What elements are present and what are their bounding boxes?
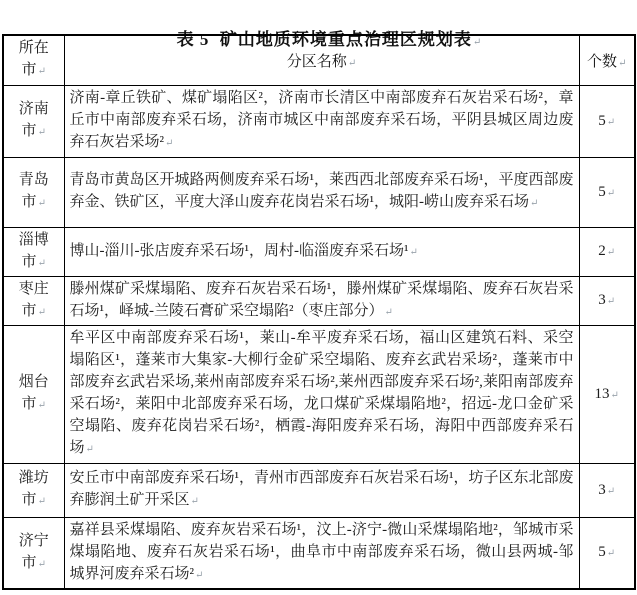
city-label: 潍坊市	[18, 470, 49, 508]
paragraph-mark-icon: ↵	[37, 127, 46, 138]
paragraph-mark-icon: ↵	[606, 187, 616, 199]
paragraph-mark-icon: ↵	[618, 57, 627, 69]
paragraph-mark-icon: ↵	[37, 306, 46, 318]
city-label: 烟台市	[18, 374, 49, 412]
count-value: 2	[598, 243, 606, 259]
paragraph-mark-icon: ↵	[530, 198, 539, 209]
count-value: 3	[598, 292, 606, 308]
zone-cell	[64, 276, 579, 325]
city-cell	[3, 325, 64, 463]
zone-text: 安丘市中南部废弃采石场¹，青州市西部废弃石灰岩采石场¹，坊子区东北部废弃膨润土矿开采区	[69, 470, 574, 508]
count-value: 5	[598, 183, 606, 200]
count-cell	[579, 227, 635, 276]
zone-cell	[64, 227, 579, 276]
city-cell	[3, 517, 64, 589]
zone-text: 青岛市黄岛区开城路两侧废弃采石场¹，莱西西北部废弃采石场¹，平度西部废弃金、铁矿区，平度大泽山废弃花岗岩采石场¹，城阳-崂山废弃采石场	[69, 172, 574, 210]
paragraph-mark-icon: ↵	[37, 66, 46, 78]
zone-text: 滕州煤矿采煤塌陷、废弃石灰岩采石场¹，滕州煤矿采煤塌陷、废弃石灰岩采石场¹，峄城-兰陵石膏矿采空塌陷²（枣庄部分）	[69, 280, 574, 319]
table-row	[3, 85, 635, 157]
city-label: 枣庄市	[18, 280, 49, 319]
city-cell	[3, 276, 64, 325]
header-row	[3, 35, 635, 85]
city-cell	[3, 463, 64, 517]
header-city	[3, 35, 64, 85]
paragraph-mark-icon: ↵	[409, 246, 418, 258]
zone-cell	[64, 517, 579, 589]
table-row	[3, 276, 635, 325]
count-cell	[579, 276, 635, 325]
table-row	[3, 157, 635, 227]
count-value: 3	[598, 481, 606, 498]
zone-cell	[64, 325, 579, 463]
zone-cell	[64, 85, 579, 157]
paragraph-mark-icon: ↵	[195, 569, 204, 581]
paragraph-mark-icon: ↵	[165, 138, 174, 149]
city-cell	[3, 157, 64, 227]
table-title-text: 表 5 矿山地质环境重点治理区规划表	[176, 30, 472, 49]
zone-text: 牟平区中南部废弃采石场¹，莱山-牟平废弃采石场，福山区建筑石料、采空塌陷区¹，蓬莱市大集家-大柳行金矿采空塌陷、废弃玄武岩采场²，蓬莱市中部废弃玄武岩采场,莱州南部废弃采石场²,莱州西部废弃采石场²,莱阳南部废弃采石场²，莱阳中北部废弃采石场，龙口煤矿采煤塌陷地²，招远-龙口金矿采空塌陷、废弃花岗岩采石场²，栖霞-海阳废弃采石场，海阳中西部废弃采石场	[69, 330, 574, 456]
paragraph-mark-icon: ↵	[190, 496, 199, 507]
city-label: 济南市	[18, 101, 49, 139]
header-zone-label: 分区名称	[286, 53, 347, 70]
planning-table	[2, 34, 636, 590]
table-header	[3, 35, 635, 85]
city-label: 淄博市	[18, 231, 49, 270]
paragraph-mark-icon: ↵	[606, 116, 616, 128]
paragraph-mark-icon: ↵	[610, 389, 619, 401]
paragraph-mark-icon: ↵	[37, 400, 46, 411]
count-cell	[579, 85, 635, 157]
city-cell	[3, 227, 64, 276]
paragraph-mark-icon: ↵	[37, 558, 46, 570]
paragraph-mark-icon: ↵	[85, 444, 94, 455]
paragraph-mark-icon: ↵	[37, 496, 46, 507]
paragraph-mark-icon: ↵	[37, 257, 46, 269]
paragraph-mark-icon: ↵	[606, 247, 616, 258]
paragraph-mark-icon: ↵	[384, 306, 393, 318]
paragraph-mark-icon: ↵	[606, 296, 616, 307]
header-count	[579, 35, 635, 85]
count-cell	[579, 157, 635, 227]
count-cell	[579, 463, 635, 517]
city-label: 青岛市	[18, 172, 49, 210]
paragraph-mark-icon: ↵	[606, 548, 616, 559]
table-row	[3, 227, 635, 276]
city-label: 济宁市	[18, 532, 49, 571]
table-row	[3, 325, 635, 463]
paragraph-mark-icon: ↵	[347, 57, 357, 69]
header-city-label: 所在市	[18, 40, 49, 79]
zone-cell	[64, 157, 579, 227]
count-value: 13	[594, 385, 610, 402]
header-count-label: 个数	[587, 53, 618, 70]
zone-text: 济南-章丘铁矿、煤矿塌陷区²，济南市长清区中南部废弃石灰岩采石场²，章丘市中南部废弃采石场，济南市城区中南部废弃采石场，平阴县城区周边废弃石灰岩采场²	[69, 90, 574, 150]
count-cell	[579, 325, 635, 463]
count-cell	[579, 517, 635, 589]
table-body	[3, 85, 635, 589]
zone-text: 嘉祥县采煤塌陷、废弃灰岩采石场¹，汶上-济宁-微山采煤塌陷地²，邹城市采煤塌陷地、废弃石灰岩采石场¹，曲阜市中南部废弃采石场，微山县两城-邹城界河废弃采石场²	[69, 521, 574, 582]
table-row	[3, 463, 635, 517]
zone-text: 博山-淄川-张店废弃采石场¹，周村-临淄废弃采石场¹	[69, 242, 409, 259]
table-row	[3, 517, 635, 589]
paragraph-mark-icon: ↵	[37, 198, 46, 209]
paragraph-mark-icon: ↵	[472, 37, 482, 48]
paragraph-mark-icon: ↵	[606, 485, 616, 497]
header-zone	[64, 35, 579, 85]
count-value: 5	[598, 544, 606, 560]
city-cell	[3, 85, 64, 157]
zone-cell	[64, 463, 579, 517]
count-value: 5	[598, 112, 606, 129]
